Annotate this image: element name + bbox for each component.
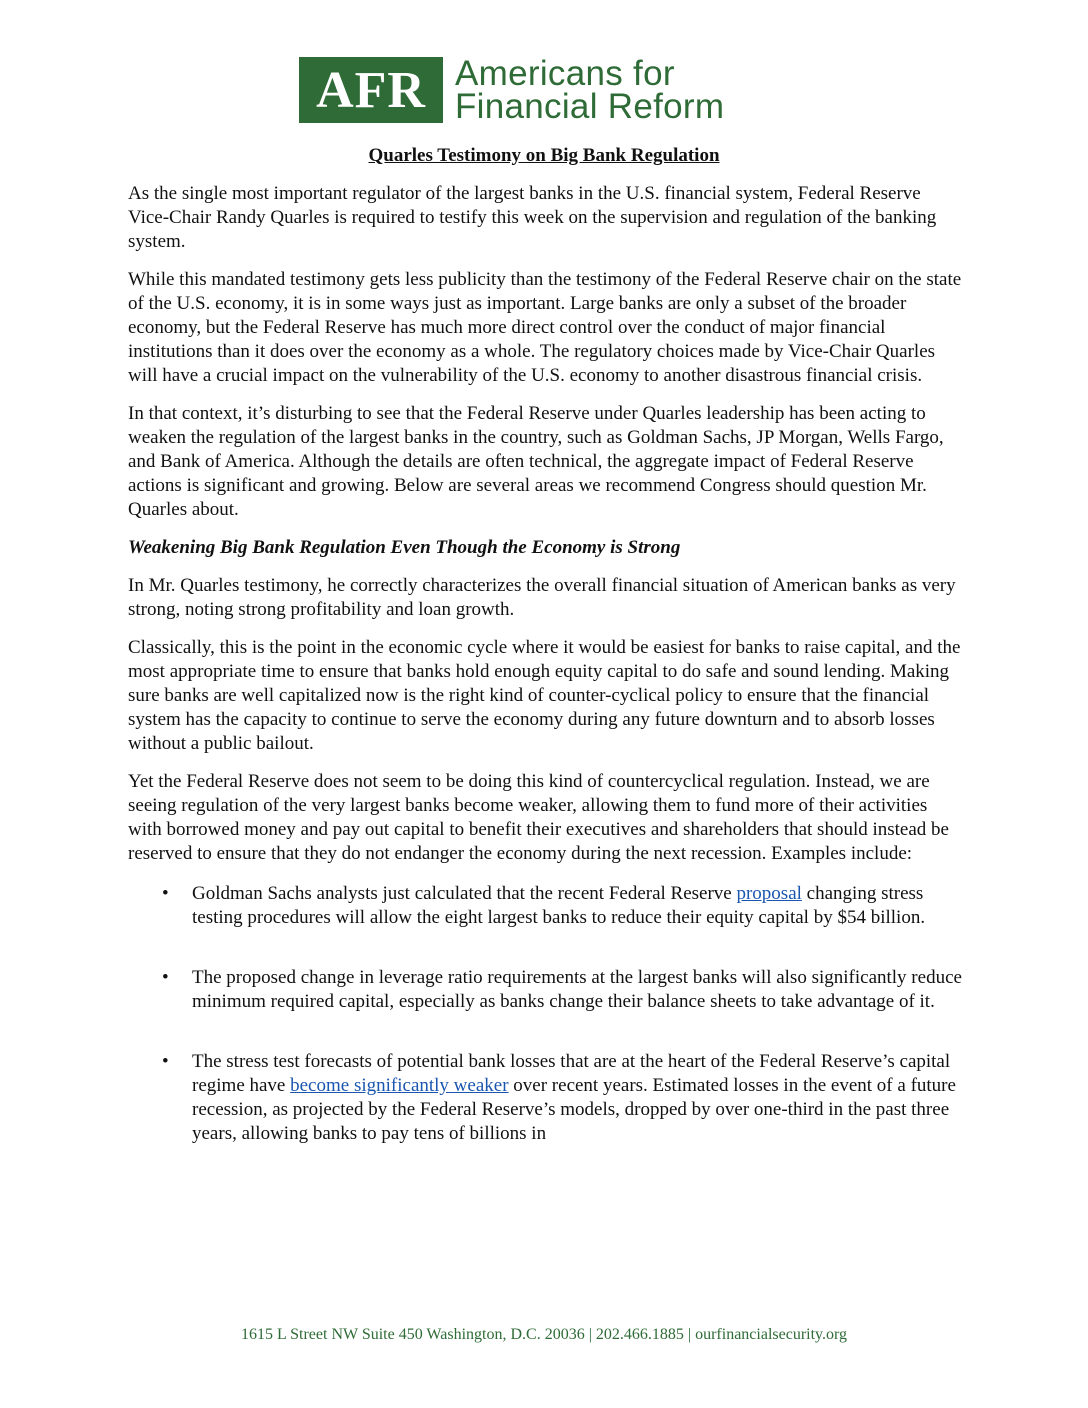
- bullet-icon: •: [162, 967, 169, 988]
- bullet-text-before: Goldman Sachs analysts just calculated that the recent Federal Reserve: [192, 883, 737, 904]
- paragraph-concern: In that context, it’s disturbing to see that the Federal Reserve under Quarles leadership has been acting to weaken the regulation of the largest banks in the country, such as Goldman Sachs, JP Morgan, Wells Fargo, and Bank of America. Although the details are often technical, the aggregate impact of Federal Reserve actions is significant and growing. Below are several areas we recommend Congress should question Mr. Quarles about.: [128, 403, 944, 520]
- document-body: [128, 182, 964, 1182]
- logo-wordmark: [455, 54, 725, 126]
- bullet-text-after: over recent years. Estimated losses in the event of a future recession, as projected by the Federal Reserve’s models, dropped by over one-third in the past three years, allowing banks to pay tens of billions in: [192, 1075, 956, 1144]
- paragraph-testimony: In Mr. Quarles testimony, he correctly characterizes the overall financial situation of American banks as very strong, noting strong profitability and loan growth.: [128, 575, 956, 620]
- examples-list: [128, 882, 964, 1146]
- afr-logo: [299, 54, 725, 126]
- document-title: Quarles Testimony on Big Bank Regulation: [368, 145, 720, 166]
- paragraph-intro: As the single most important regulator of the largest banks in the U.S. financial system, Federal Reserve Vice-Chair Randy Quarles is required to testify this week on the supervision and regulation of the banking system.: [128, 183, 937, 252]
- bullet-text-before: The stress test forecasts of potential bank losses that are at the heart of the Federal Reserve’s capital regime have: [192, 1051, 951, 1096]
- logo-abbr: AFR: [299, 57, 443, 123]
- list-item: [128, 966, 964, 1014]
- list-item: [128, 882, 964, 930]
- proposal-link[interactable]: proposal: [736, 883, 802, 904]
- logo-line-2: Financial Reform: [455, 87, 725, 126]
- weaker-stress-test-link[interactable]: become significantly weaker: [290, 1075, 509, 1096]
- bullet-text: The proposed change in leverage ratio requirements at the largest banks will also significantly reduce minimum required capital, especially as banks change their balance sheets to take advantage of it.: [192, 967, 962, 1012]
- section-heading: Weakening Big Bank Regulation Even Though the Economy is Strong: [128, 537, 681, 558]
- bullet-icon: •: [162, 883, 169, 904]
- bullet-text-after: changing stress testing procedures will allow the eight largest banks to reduce their equity capital by $54 billion.: [192, 883, 926, 928]
- bullet-icon: •: [162, 1051, 169, 1072]
- logo-line-1: Americans for: [455, 54, 675, 93]
- list-item: [128, 1050, 964, 1146]
- paragraph-cycle: Classically, this is the point in the economic cycle where it would be easiest for banks to raise capital, and the most appropriate time to ensure that banks hold enough equity capital to do safe and sound lending. Making sure banks are well capitalized now is the right kind of counter-cyclical policy to ensure that the financial system has the capacity to continue to serve the economy during any future downturn and to absorb losses without a public bailout.: [128, 637, 961, 754]
- footer-contact: 1615 L Street NW Suite 450 Washington, D.C. 20036 | 202.466.1885 | ourfinancialsecurity.org: [240, 1326, 848, 1343]
- paragraph-examples: Yet the Federal Reserve does not seem to be doing this kind of countercyclical regulation. Instead, we are seeing regulation of the very largest banks become weaker, allowing them to fund more of their activities with borrowed money and pay out capital to benefit their executives and shareholders that should instead be reserved to ensure that they do not endanger the economy during the next recession. Examples include:: [128, 771, 949, 864]
- paragraph-context: While this mandated testimony gets less publicity than the testimony of the Federal Reserve chair on the state of the U.S. economy, it is in some ways just as important. Large banks are only a subset of the broader economy, but the Federal Reserve has much more direct control over the conduct of major financial institutions than it does over the economy as a whole. The regulatory choices made by Vice-Chair Quarles will have a crucial impact on the vulnerability of the U.S. economy to another disastrous financial crisis.: [128, 269, 962, 386]
